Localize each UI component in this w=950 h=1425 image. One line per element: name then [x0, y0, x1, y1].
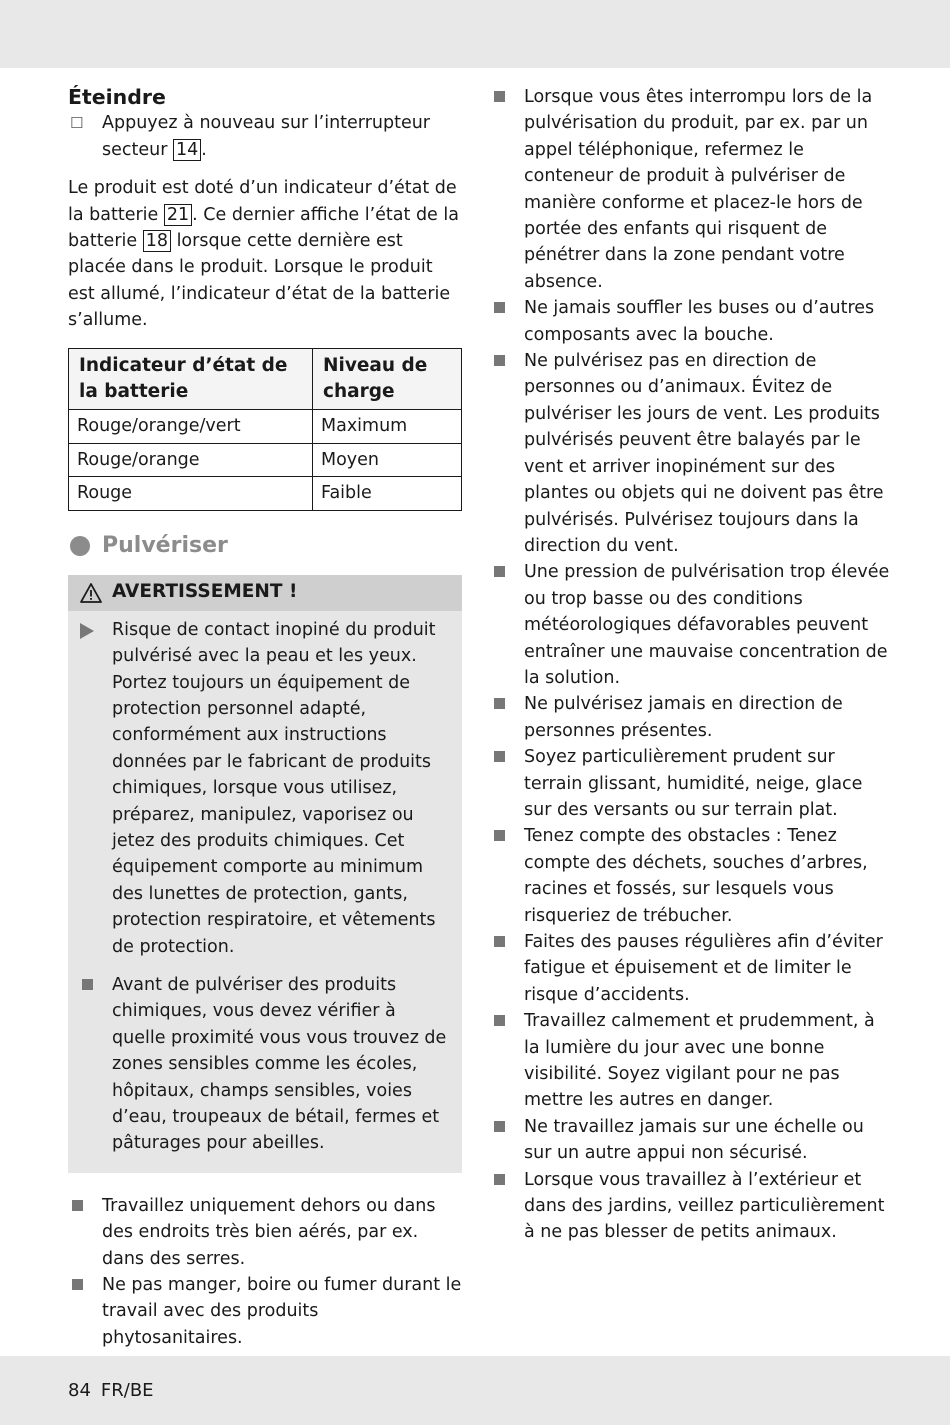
square-bullet-icon [494, 302, 505, 313]
table-cell: Moyen [313, 443, 462, 476]
list-item: Ne pas manger, boire ou fumer durant le travail avec des produits phytosanitaires. [68, 1272, 462, 1351]
left-bullet-list [68, 1193, 462, 1351]
table-cell: Faible [313, 477, 462, 510]
square-bullet-icon [494, 698, 505, 709]
step-item: ☐ Appuyez à nouveau sur l’interrupteur secteur 14 . [68, 110, 462, 163]
square-bullet-icon [494, 566, 505, 577]
list-item: Ne pulvérisez pas en direction de personnes ou d’animaux. Évitez de pulvériser les jours de vent. Les produits pulvérisés peuvent être balayés par le vent et arriver inopinément sur des plantes ou objets qui ne doivent pas être pulvérisés. Pulvérisez toujours dans la direction du vent. [490, 348, 890, 559]
warning-item: Risque de contact inopiné du produit pulvérisé avec la peau et les yeux. Portez toujours un équipement de protection personnel adapté, conformément aux instructions données par le fabricant de produits chimiques, lorsque vous utilisez, préparez, manipulez, vaporisez ou jetez des produits chimiques. Cet équipement comporte au minimum des lunettes de protection, gants, protection respiratoire, et vêtements de protection. [78, 617, 452, 960]
key-reference: 14 [173, 139, 201, 161]
section-title-pulveriser: Pulvériser [68, 531, 462, 561]
circle-bullet-icon [70, 536, 90, 556]
list-item: Ne travaillez jamais sur une échelle ou sur un autre appui non sécurisé. [490, 1114, 890, 1167]
warning-header: AVERTISSEMENT ! [68, 575, 462, 611]
square-bullet-icon [72, 1200, 83, 1211]
table-row [69, 477, 462, 510]
list-item: Tenez compte des obstacles : Tenez compte des déchets, souches d’arbres, racines et fossés, sur lesquels vous risqueriez de trébucher. [490, 823, 890, 929]
triangle-bullet-icon [80, 623, 94, 639]
square-bullet-icon [494, 751, 505, 762]
square-bullet-icon [494, 91, 505, 102]
language-code: FR/BE [100, 1380, 154, 1401]
list-item: Une pression de pulvérisation trop élevée ou trop basse ou des conditions météorologiques défavorables peuvent entraîner une mauvaise concentration de la solution. [490, 559, 890, 691]
table-cell: Maximum [313, 410, 462, 443]
section-heading-eteindre: Éteindre [68, 85, 166, 109]
table-row [69, 410, 462, 443]
list-item: Lorsque vous travaillez à l’extérieur et dans des jardins, veillez particulièrement à ne pas blesser de petits animaux. [490, 1167, 890, 1246]
table-row [69, 443, 462, 476]
battery-indicator-paragraph: Le produit est doté d’un indicateur d’état de la batterie 21 . Ce dernier affiche l’état de la batterie 18 lorsque cette dernière est placée dans le produit. Lorsque le produit est allumé, l’indicateur d’état de la batterie s’allume. [68, 178, 459, 331]
warning-item: Avant de pulvériser des produits chimiques, vous devez vérifier à quelle proximité vous vous trouvez de zones sensibles comme les écoles, hôpitaux, champs sensibles, voies d’eau, troupeaux de bétail, fermes et pâturages pour abeilles. [78, 972, 452, 1157]
list-item: Ne jamais souffler les buses ou d’autres composants avec la bouche. [490, 295, 890, 348]
square-bullet-icon [494, 1174, 505, 1185]
list-item: Soyez particulièrement prudent sur terrain glissant, humidité, neige, glace sur des versants ou sur terrain plat. [490, 744, 890, 823]
square-bullet-icon [494, 1015, 505, 1026]
square-bullet-icon [82, 979, 93, 990]
key-reference: 21 [164, 204, 192, 226]
warning-box [68, 575, 462, 1173]
checkbox-bullet-icon: ☐ [70, 114, 84, 133]
square-bullet-icon [494, 1121, 505, 1132]
list-item: Travaillez uniquement dehors ou dans des endroits très bien aérés, par ex. dans des serres. [68, 1193, 462, 1272]
key-reference: 18 [143, 230, 171, 252]
square-bullet-icon [72, 1279, 83, 1290]
list-item: Travaillez calmement et prudemment, à la lumière du jour avec une bonne visibilité. Soyez vigilant pour ne pas mettre les autres en danger. [490, 1008, 890, 1114]
page-number: 84 [68, 1380, 91, 1401]
right-column [490, 84, 890, 1246]
list-item: Ne pulvérisez jamais en direction de personnes présentes. [490, 691, 890, 744]
square-bullet-icon [494, 355, 505, 366]
left-column [68, 84, 462, 1351]
table-cell: Rouge/orange [69, 443, 313, 476]
table-cell: Rouge/orange/vert [69, 410, 313, 443]
table-cell: Rouge [69, 477, 313, 510]
list-item: Lorsque vous êtes interrompu lors de la pulvérisation du produit, par ex. par un appel téléphonique, refermez le conteneur de produit à pulvériser de manière conforme et placez-le hors de portée des enfants qui risquent de pénétrer dans la zone pendant votre absence. [490, 84, 890, 295]
square-bullet-icon [494, 936, 505, 947]
table-header: Indicateur d’état de la batterie [69, 348, 313, 410]
battery-status-table [68, 348, 462, 511]
header-band [0, 0, 950, 68]
warning-triangle-icon [80, 583, 102, 603]
page-footer [68, 1378, 164, 1404]
square-bullet-icon [494, 830, 505, 841]
list-item: Faites des pauses régulières afin d’éviter fatigue et épuisement et de limiter le risque d’accidents. [490, 929, 890, 1008]
table-header: Niveau de charge [313, 348, 462, 410]
